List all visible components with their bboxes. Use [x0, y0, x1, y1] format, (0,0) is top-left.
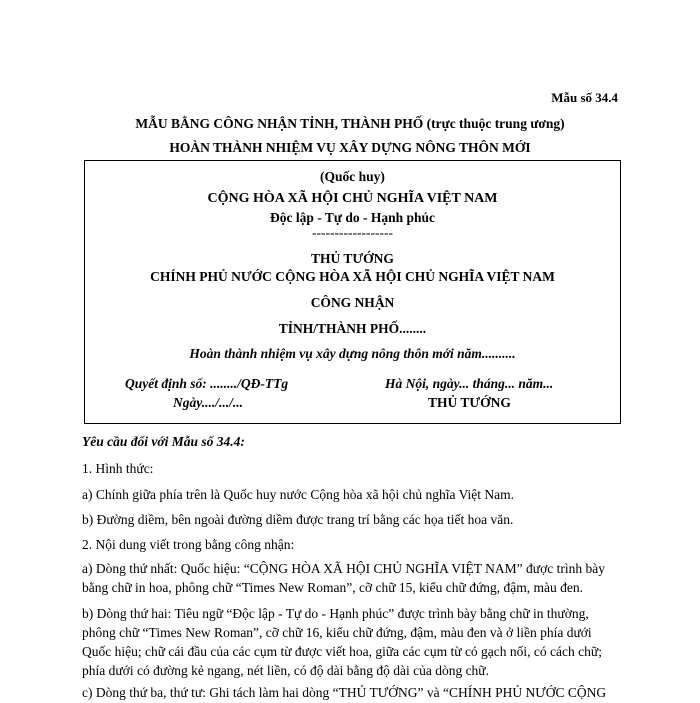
requirement-line: a) Chính giữa phía trên là Quốc huy nước Cộng hòa xã hội chủ nghĩa Việt Nam.: [82, 487, 514, 502]
place-and-date: Hà Nội, ngày... tháng... năm...: [385, 376, 554, 391]
document-subtitle: HOÀN THÀNH NHIỆM VỤ XÂY DỰNG NÔNG THÔN MỚI: [169, 140, 531, 155]
requirement-line: 2. Nội dung viết trong bằng công nhận:: [82, 537, 295, 552]
province-name: TỈNH/THÀNH PHỐ........: [278, 321, 427, 336]
national-motto: Độc lập - Tự do - Hạnh phúc: [269, 210, 436, 225]
motto-divider: ------------------: [312, 225, 393, 240]
recognition-label: CÔNG NHẬN: [310, 295, 395, 310]
requirement-line: bằng chữ in hoa, phông chữ “Times New Roman”, cỡ chữ 15, kiểu chữ đứng, đậm, màu đen.: [82, 580, 584, 595]
requirements-title: Yêu cầu đối với Mẫu số 34.4:: [82, 434, 245, 449]
requirement-line: phía dưới có đường kẻ ngang, nét liền, có độ dài bằng độ dài của dòng chữ.: [82, 663, 490, 678]
requirement-line: b) Dòng thứ hai: Tiêu ngữ “Độc lập - Tự do - Hạnh phúc” được trình bày bằng chữ in thường,: [82, 606, 589, 621]
emblem-placeholder: (Quốc huy): [320, 169, 385, 184]
decision-date: Ngày..../.../...: [173, 395, 243, 410]
requirement-line: c) Dòng thứ ba, thứ tư: Ghi tách làm hai dòng “THỦ TƯỚNG” và “CHÍNH PHỦ NƯỚC CỘNG: [82, 685, 607, 700]
requirement-line: phông chữ “Times New Roman”, cỡ chữ 16, kiểu chữ đứng, đậm, màu đen và ở liền phía dưới: [82, 625, 592, 640]
authority-organization: CHÍNH PHỦ NƯỚC CỘNG HÒA XÃ HỘI CHỦ NGHĨA VIỆT NAM: [150, 269, 555, 284]
requirement-line: 1. Hình thức:: [82, 461, 154, 476]
form-number: Mẫu số 34.4: [551, 90, 618, 105]
requirement-line: Quốc hiệu; chữ cái đầu của các cụm từ được viết hoa, giữa các cụm từ có gạch nối, có cách chữ;: [82, 644, 602, 659]
achievement-text: Hoàn thành nhiệm vụ xây dựng nông thôn mới năm..........: [189, 346, 516, 361]
document-title: MẪU BẰNG CÔNG NHẬN TỈNH, THÀNH PHỐ (trực thuộc trung ương): [135, 116, 565, 131]
country-name: CỘNG HÒA XÃ HỘI CHỦ NGHĨA VIỆT NAM: [207, 191, 498, 206]
authority-title: THỦ TƯỚNG: [311, 251, 394, 266]
certificate-frame: [84, 160, 621, 424]
decision-number: Quyết định số: ......../QĐ-TTg: [125, 376, 289, 391]
requirement-line: b) Đường diềm, bên ngoài đường diềm được trang trí bằng các họa tiết hoa văn.: [82, 512, 514, 527]
signer-title: THỦ TƯỚNG: [428, 395, 511, 410]
requirement-line: a) Dòng thứ nhất: Quốc hiệu: “CỘNG HÒA XÃ HỘI CHỦ NGHĨA VIỆT NAM” được trình bày: [82, 561, 605, 576]
